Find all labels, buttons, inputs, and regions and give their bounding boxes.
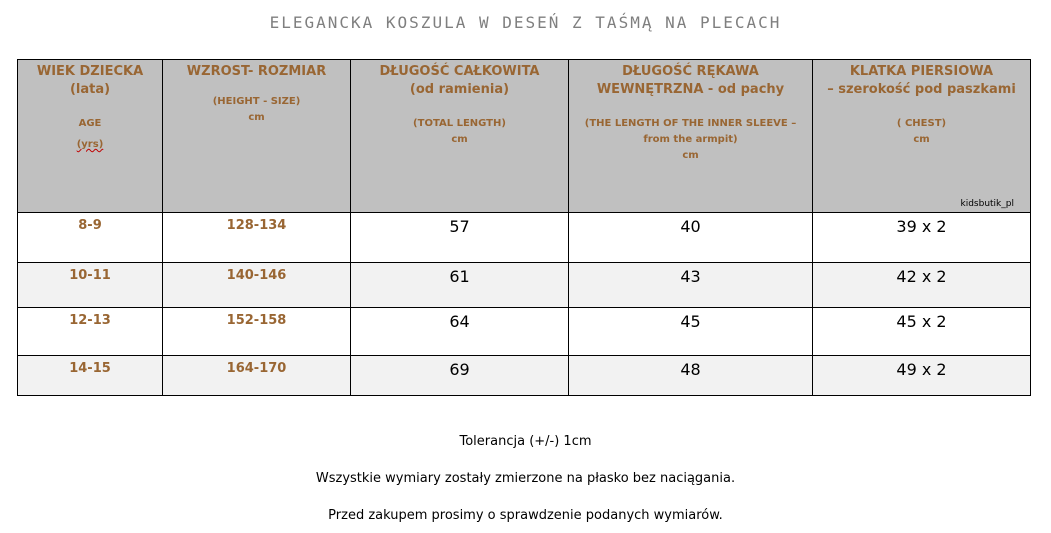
header-sleeve-sub: WEWNĘTRZNA - od pachy xyxy=(596,82,785,97)
cell-age: 10-11 xyxy=(18,263,163,308)
header-total-length xyxy=(351,60,569,213)
cell-size: 128-134 xyxy=(163,213,351,263)
cell-sleeve: 43 xyxy=(569,263,813,308)
header-total-length-sub: (od ramienia) xyxy=(409,82,510,97)
header-sleeve-title: DŁUGOŚĆ RĘKAWA xyxy=(622,64,759,79)
header-total-length-unit: cm xyxy=(451,134,468,145)
cell-age: 8-9 xyxy=(18,213,163,263)
cell-sleeve: 48 xyxy=(569,356,813,396)
cell-size: 164-170 xyxy=(163,356,351,396)
header-row xyxy=(18,60,1031,213)
header-age-unit: (lata) xyxy=(69,82,111,97)
size-table xyxy=(17,59,1031,396)
cell-sleeve: 40 xyxy=(569,213,813,263)
table-row xyxy=(18,308,1031,356)
header-total-length-en: (TOTAL LENGTH) xyxy=(413,118,506,129)
page-title: ELEGANCKA KOSZULA W DESEŃ Z TAŚMĄ NA PLECACH xyxy=(269,13,782,32)
header-chest xyxy=(813,60,1031,213)
header-size-en: (HEIGHT - SIZE) xyxy=(212,96,301,107)
header-age-en: AGE xyxy=(78,118,102,129)
header-sleeve-unit: cm xyxy=(682,150,699,161)
header-chest-en: ( CHEST) xyxy=(896,118,947,129)
header-chest-sub: – szerokość pod paszkami xyxy=(827,82,1016,97)
table-row xyxy=(18,263,1031,308)
header-chest-title: KLATKA PIERSIOWA xyxy=(849,64,994,79)
header-sleeve xyxy=(569,60,813,213)
cell-chest: 49 x 2 xyxy=(813,356,1031,396)
table-row xyxy=(18,213,1031,263)
cell-total-length: 69 xyxy=(351,356,569,396)
cell-size: 152-158 xyxy=(163,308,351,356)
header-total-length-title: DŁUGOŚĆ CAŁKOWITA xyxy=(379,64,540,79)
header-size-unit: cm xyxy=(248,112,265,123)
measurement-note: Wszystkie wymiary zostały zmierzone na płasko bez naciągania. xyxy=(315,471,736,486)
cell-age: 14-15 xyxy=(18,356,163,396)
table-row xyxy=(18,356,1031,396)
cell-chest: 42 x 2 xyxy=(813,263,1031,308)
cell-sleeve: 45 xyxy=(569,308,813,356)
cell-age: 12-13 xyxy=(18,308,163,356)
cell-total-length: 61 xyxy=(351,263,569,308)
header-age-en-unit: (yrs) xyxy=(76,139,104,150)
tolerance-note: Tolerancja (+/-) 1cm xyxy=(459,434,592,449)
header-size xyxy=(163,60,351,213)
header-chest-unit: cm xyxy=(913,134,930,145)
cell-chest: 39 x 2 xyxy=(813,213,1031,263)
header-age-title: WIEK DZIECKA xyxy=(36,64,144,79)
header-size-title: WZROST- ROZMIAR xyxy=(186,64,327,79)
watermark-text: kidsbutik_pl xyxy=(960,199,1014,209)
check-note: Przed zakupem prosimy o sprawdzenie podanych wymiarów. xyxy=(328,508,723,523)
header-age xyxy=(18,60,163,213)
cell-total-length: 57 xyxy=(351,213,569,263)
header-sleeve-en-2: from the armpit) xyxy=(643,134,738,145)
cell-chest: 45 x 2 xyxy=(813,308,1031,356)
cell-total-length: 64 xyxy=(351,308,569,356)
header-sleeve-en: (THE LENGTH OF THE INNER SLEEVE – xyxy=(584,118,797,129)
cell-size: 140-146 xyxy=(163,263,351,308)
